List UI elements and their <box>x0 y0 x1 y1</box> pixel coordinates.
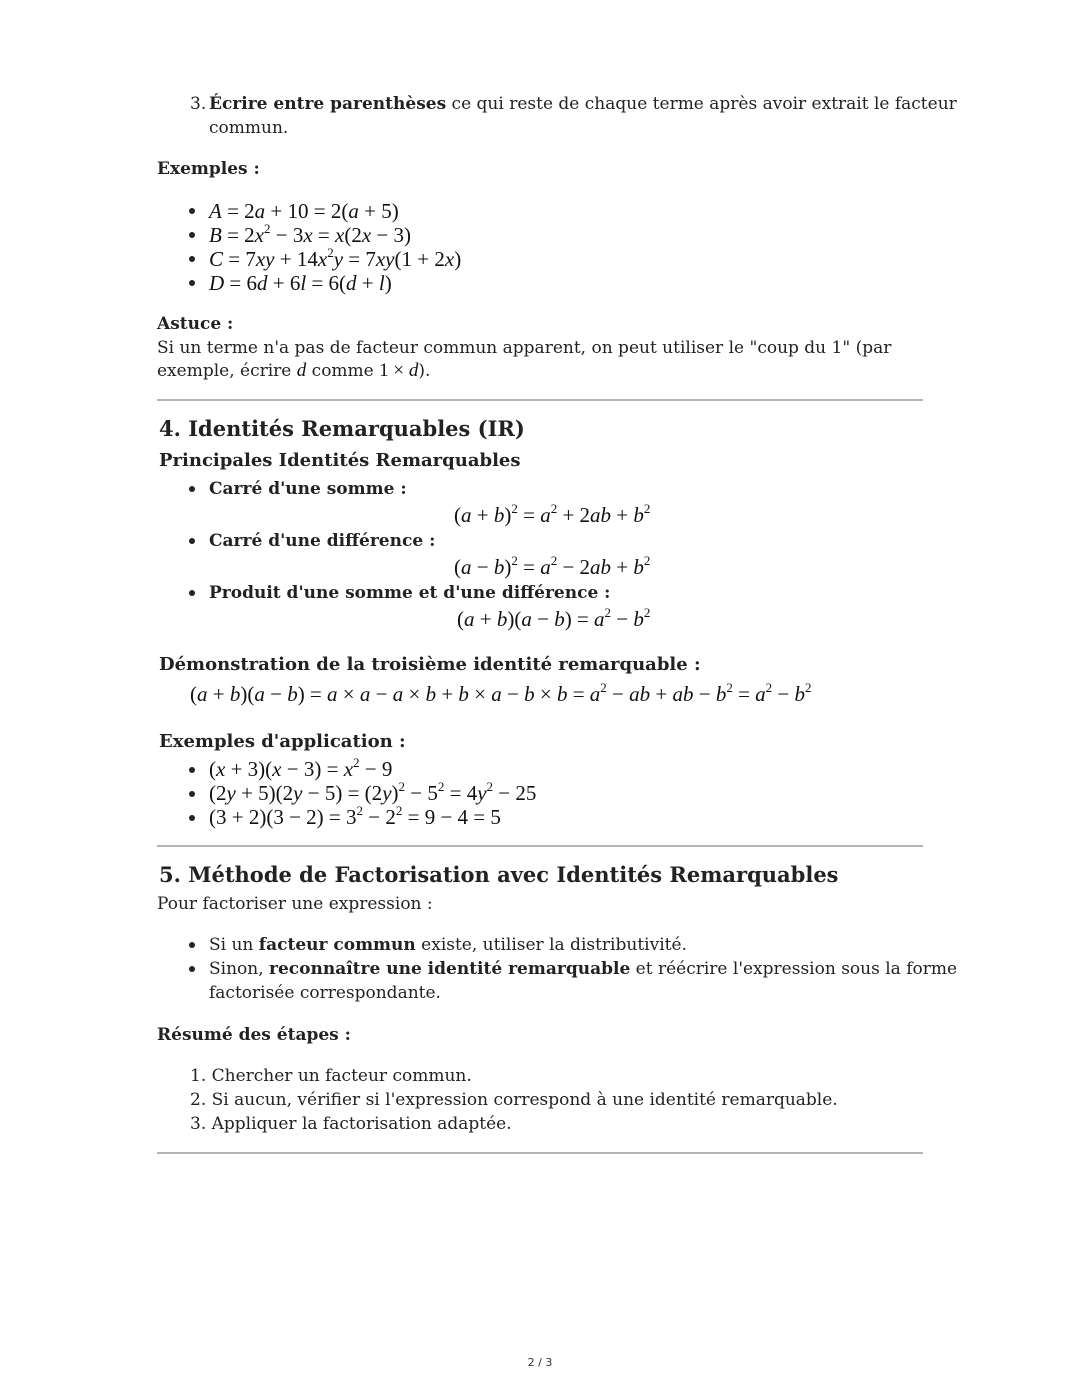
demo-formula: $(a + b)(a - b) = a \times a - a \times b + b \times a - b \times b = a^2$ − ab + ab − $b^2 = a^2 - b^2$ <box>190 680 812 706</box>
tip-math: 1 × d <box>379 360 419 381</box>
example-b: $B = 2x^2 - 3x = x(2x - 3)$ <box>209 221 412 247</box>
identity-2-formula: $(a - b)^2 = a^2 - 2ab + b^2$ <box>454 553 651 579</box>
section-divider <box>157 1152 923 1154</box>
summary-step-2: 2. Si aucun, vérifier si l'expression correspond à une identité remarquable. <box>190 1090 838 1110</box>
bullet-icon <box>189 590 195 596</box>
identity-2-label: Carré d'une différence : <box>209 531 436 551</box>
step-3-bold: Écrire entre parenthèses <box>209 94 447 114</box>
step-3-text <box>209 92 957 116</box>
method-bullet-2: Sinon, reconnaître une identité remarquable et réécrire l'expression sous la forme <box>209 959 958 979</box>
bullet-icon <box>189 966 195 972</box>
application-2: $(2y + 5)(2y - 5) = (2y)^2 - 5^2 = 4y^2 - 25$ <box>209 779 537 805</box>
identity-3-label: Produit d'une somme et d'une différence : <box>209 583 611 603</box>
section-5-title: 5. Méthode de Factorisation avec Identités Remarquables <box>159 862 839 887</box>
section-5-intro: Pour factoriser une expression : <box>157 894 433 914</box>
application-3: $(3 + 2)(3 - 2) = 3^2 - 2^2 = 9 - 4 = 5$ <box>209 803 501 829</box>
section-divider <box>157 845 923 847</box>
tip-line-1: Si un terme n'a pas de facteur commun apparent, on peut utiliser le "coup du 1" (par <box>157 338 892 358</box>
bullet-icon <box>189 486 195 492</box>
identity-1-formula: $(a + b)^2 = a^2 + 2ab + b^2$ <box>454 501 651 527</box>
bullet-icon <box>189 791 195 797</box>
example-a: A = 2a + 10 = 2(a + 5) <box>209 199 399 223</box>
bullet-icon <box>189 232 195 238</box>
step-3-rest: ce qui reste de chaque terme après avoir extrait le facteur <box>446 94 957 114</box>
method-bullet-2-continuation: factorisée correspondante. <box>209 983 441 1003</box>
bullet-icon <box>189 942 195 948</box>
tip-label: Astuce : <box>157 314 234 334</box>
section-4-title: 4. Identités Remarquables (IR) <box>159 416 525 441</box>
demo-label: Démonstration de la troisième identité remarquable : <box>159 654 701 675</box>
step-3-number: 3. <box>190 94 207 114</box>
summary-step-1: 1. Chercher un facteur commun. <box>190 1066 472 1086</box>
example-c: $C = 7xy + 14x^2y = 7xy(1 + 2x)$ <box>209 245 462 271</box>
identity-1-label: Carré d'une somme : <box>209 479 407 499</box>
bullet-icon <box>189 538 195 544</box>
applications-label: Exemples d'application : <box>159 731 406 752</box>
section-4-subtitle: Principales Identités Remarquables <box>159 450 521 471</box>
bullet-icon <box>189 815 195 821</box>
summary-label: Résumé des étapes : <box>157 1025 351 1045</box>
page-indicator: 2 / 3 <box>527 1356 553 1369</box>
bullet-icon <box>189 208 195 214</box>
examples-label: Exemples : <box>157 159 260 179</box>
application-1: $(x + 3)(x - 3) = x^2 - 9$ <box>209 755 393 781</box>
bullet-icon <box>189 280 195 286</box>
bullet-icon <box>189 767 195 773</box>
section-divider <box>157 399 923 401</box>
identity-3-formula: $(a + b)(a - b) = a^2 - b^2$ <box>457 605 651 631</box>
tip-line-2: exemple, écrire d comme 1 × d). <box>157 360 431 381</box>
bullet-icon <box>189 256 195 262</box>
method-bullet-1: Si un facteur commun existe, utiliser la distributivité. <box>209 935 687 955</box>
example-d: D = 6d + 6l = 6(d + l) <box>209 271 392 295</box>
step-3-continuation: commun. <box>209 118 289 138</box>
summary-step-3: 3. Appliquer la factorisation adaptée. <box>190 1114 512 1134</box>
